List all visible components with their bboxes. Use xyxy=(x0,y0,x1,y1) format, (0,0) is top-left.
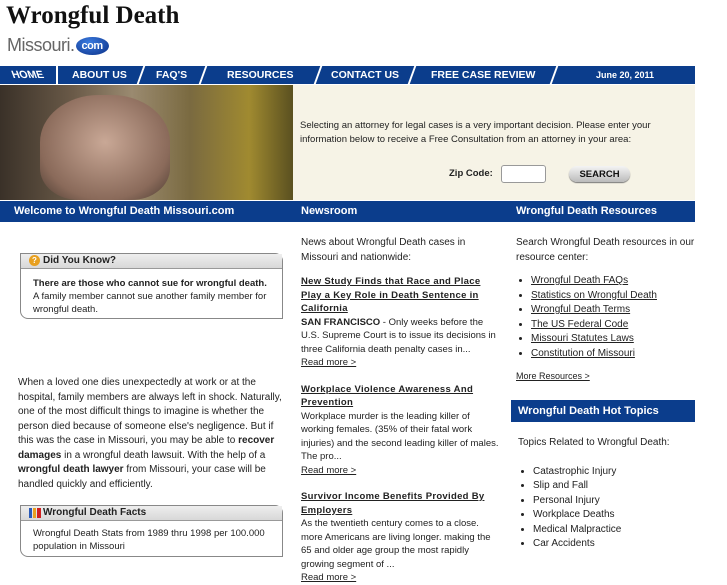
hero-text: Selecting an attorney for legal cases is a very important decision. Please enter your information below to receive a Free Consultation from an attorney in your area: xyxy=(300,120,651,145)
news-lead: SAN FRANCISCO xyxy=(301,316,381,328)
nav-date: June 20, 2011 xyxy=(595,70,655,80)
resources-column xyxy=(516,236,698,384)
did-you-know-bold: There are those who cannot sue for wrongful death. xyxy=(33,278,267,289)
nav-faqs[interactable]: FAQ'S xyxy=(139,66,208,84)
main-nav xyxy=(0,66,695,84)
hot-topics-intro: Topics Related to Wrongful Death: xyxy=(518,437,670,448)
question-icon: ? xyxy=(29,255,40,266)
nav-about-us[interactable]: ABOUT US xyxy=(55,66,146,84)
search-button[interactable]: SEARCH xyxy=(569,166,630,182)
read-more-link[interactable]: Read more > xyxy=(301,357,357,368)
resources-intro: Search Wrongful Death resources in our resource center: xyxy=(516,237,695,263)
hot-topics-heading: Wrongful Death Hot Topics xyxy=(511,400,695,422)
bar-chart-icon xyxy=(29,508,41,518)
did-you-know-box xyxy=(20,253,283,319)
news-text: Workplace murder is the leading killer of working females. (35% of their fatal work injuries) and the second leading killer of males. The pro... xyxy=(301,410,499,462)
hot-topics-list xyxy=(518,465,698,552)
hero-face-image xyxy=(40,95,170,200)
zip-label: Zip Code: xyxy=(449,168,493,179)
hot-topic-item[interactable]: • Catastrophic Injury xyxy=(533,465,698,480)
read-more-link[interactable]: Read more > xyxy=(301,572,357,583)
resource-link[interactable]: Constitution of Missouri xyxy=(531,347,635,359)
facts-text: Wrongful Death Stats from 1989 thru 1998 per 100.000 population in Missouri xyxy=(33,528,265,552)
facts-title: Wrongful Death Facts xyxy=(43,507,147,518)
news-title-link[interactable]: New Study Finds that Race and Place Play a Key Role in Death Sentence in California xyxy=(301,276,481,314)
news-text: As the twentieth century comes to a close. more Americans are living longer. making the 65 and older age group the most rapidly growing segment of ... xyxy=(301,518,491,570)
news-column xyxy=(301,236,501,585)
resource-link[interactable]: Wrongful Death FAQs xyxy=(531,275,629,286)
nav-free-case-review[interactable]: FREE CASE REVIEW xyxy=(410,66,559,84)
news-item xyxy=(301,490,501,585)
resources-list xyxy=(516,274,698,361)
hot-topics-column xyxy=(518,436,698,552)
welcome-heading: Welcome to Wrongful Death Missouri.com xyxy=(14,205,235,217)
hot-topic-item[interactable]: • Workplace Deaths xyxy=(533,508,698,523)
read-more-link[interactable]: Read more > xyxy=(301,464,357,476)
resource-link[interactable]: The US Federal Code xyxy=(531,318,629,330)
logo-title[interactable]: Wrongful Death xyxy=(6,2,180,29)
intro-paragraph: When a loved one dies unexpectedly at work or at the hospital, family members are always left in shock. Naturally, one of the most difficult things to imagine is whether the person died because of someone else's negligence. But if this was the case in Missouri, you may be able to recover damages in a wrongful death lawsuit. With the help of a wrongful death lawyer from Missouri, your case will be handled quickly and efficiently. xyxy=(18,377,282,490)
logo-subtitle[interactable] xyxy=(7,35,109,56)
nav-home[interactable]: HOME xyxy=(0,66,58,84)
resource-link[interactable]: Wrongful Death Terms xyxy=(531,304,631,315)
news-title-link[interactable]: Workplace Violence Awareness And Prevention xyxy=(301,383,474,408)
logo-sub-text: Missouri. xyxy=(7,35,75,55)
resource-link[interactable]: Statistics on Wrongful Death xyxy=(531,289,657,301)
news-intro: News about Wrongful Death cases in Missouri and nationwide: xyxy=(301,237,466,263)
hot-topic-item[interactable]: • Personal Injury xyxy=(533,494,698,509)
hot-topic-item[interactable]: • Car Accidents xyxy=(533,537,698,552)
did-you-know-text: A family member cannot sue another family member for wrongful death. xyxy=(33,291,267,315)
newsroom-heading: Newsroom xyxy=(301,205,358,217)
news-item xyxy=(301,383,501,478)
nav-contact-us[interactable]: CONTACT US xyxy=(316,66,417,84)
hot-topic-item[interactable]: • Slip and Fall xyxy=(533,479,698,494)
did-you-know-title: Did You Know? xyxy=(43,255,116,266)
news-title-link[interactable]: Survivor Income Benefits Provided By Employers xyxy=(301,491,485,516)
facts-box xyxy=(20,505,283,557)
news-item xyxy=(301,275,501,370)
facts-header xyxy=(21,506,282,521)
zip-input[interactable] xyxy=(501,165,546,183)
did-you-know-header xyxy=(21,254,282,269)
dotcom-badge: com xyxy=(76,37,109,55)
resource-link[interactable]: Missouri Statutes Laws xyxy=(531,333,634,344)
resources-heading: Wrongful Death Resources xyxy=(516,205,657,217)
more-resources-link[interactable]: More Resources > xyxy=(516,371,590,381)
hot-topic-item[interactable]: • Medical Malpractice xyxy=(533,523,698,538)
nav-resources[interactable]: RESOURCES xyxy=(201,66,323,84)
news-text: - Only weeks before the U.S. Supreme Court is to issue its decisions in three California death penalty cases in... xyxy=(301,316,496,355)
